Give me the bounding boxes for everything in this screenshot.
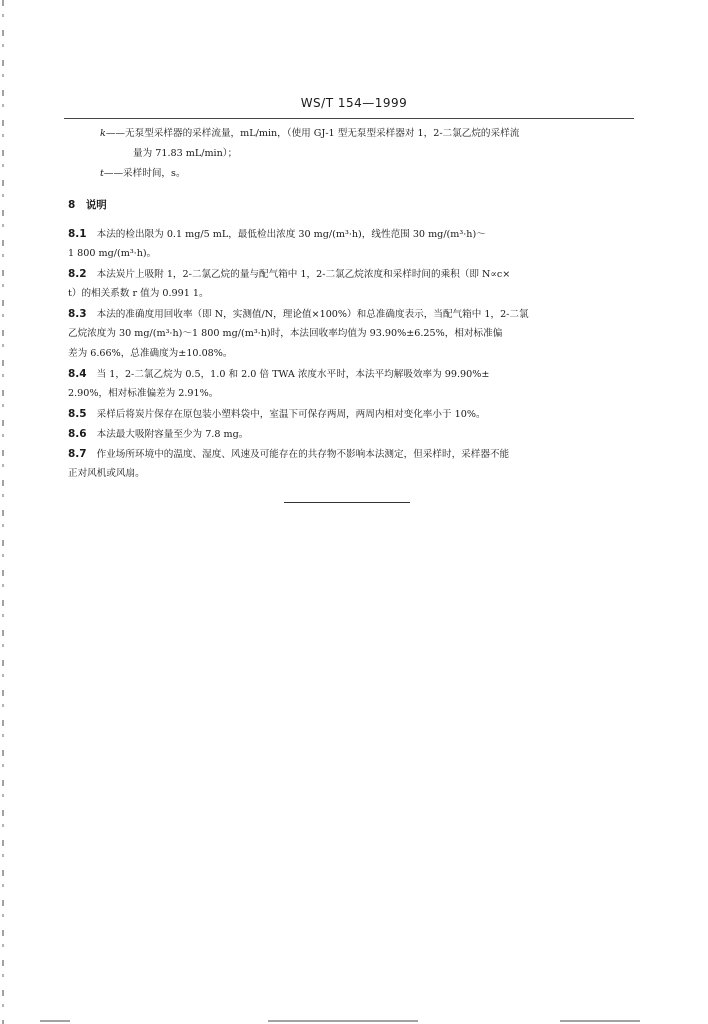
item-number: 8.7 (68, 448, 87, 460)
item-text: 本法炭片上吸附 1，2-二氯乙烷的量与配气箱中 1，2-二氯乙烷浓度和采样时间的乘积（即 N∝c× (96, 269, 511, 280)
definition-text: ——无泵型采样器的采样流量，mL/min，（使用 GJ-1 型无泵型采样器对 1，2-二氯乙烷的采样流 (105, 128, 520, 139)
definition-text: ——采样时间，s。 (103, 168, 186, 179)
scan-bottom-artifact (268, 1020, 418, 1022)
item-number: 8.3 (68, 308, 87, 320)
item-8-1 (68, 224, 486, 245)
item-8-7 (68, 444, 509, 465)
end-of-standard-rule (284, 502, 410, 503)
item-8-5 (68, 404, 486, 425)
definition-symbol: k (100, 128, 106, 139)
definition-symbol: t (100, 168, 104, 179)
header-rule (64, 118, 634, 119)
definition-t (100, 164, 186, 184)
scan-bottom-artifact (40, 1020, 70, 1022)
item-number: 8.1 (68, 228, 87, 240)
item-text: 当 1，2-二氯乙烷为 0.5，1.0 和 2.0 倍 TWA 浓度水平时，本法平均解吸效率为 99.90%± (96, 369, 490, 380)
item-8-3-continued-2: 差为 6.66%，总准确度为±10.08%。 (68, 348, 233, 359)
item-text: 作业场所环境中的温度、湿度、风速及可能存在的共存物不影响本法测定，但采样时，采样器不能 (96, 449, 510, 460)
item-number: 8.4 (68, 368, 87, 380)
definition-k (100, 124, 519, 144)
item-number: 8.6 (68, 428, 87, 440)
item-text: 采样后将炭片保存在原包装小塑料袋中，室温下可保存两周，两周内相对变化率小于 10%。 (96, 409, 486, 420)
item-8-1-continued: 1 800 mg/(m³·h)。 (68, 248, 157, 259)
item-text: 本法的准确度用回收率（即 N，实测值/N，理论值×100%）和总准确度表示，当配气箱中 1，2-二氯 (96, 309, 529, 320)
item-8-4-continued: 2.90%，相对标准偏差为 2.91%。 (68, 388, 219, 399)
item-8-2-continued: t）的相关系数 r 值为 0.991 1。 (68, 288, 209, 299)
item-8-3-continued-1: 乙烷浓度为 30 mg/(m³·h)～1 800 mg/(m³·h)时，本法回收率均值为 93.90%±6.25%，相对标准偏 (68, 328, 503, 339)
item-text: 本法的检出限为 0.1 mg/5 mL，最低检出浓度 30 mg/(m³·h)，线性范围 30 mg/(m³·h)～ (96, 229, 486, 240)
page-header-code: WS/T 154—1999 (300, 96, 408, 110)
section-title: 说明 (85, 199, 107, 211)
item-8-4 (68, 364, 489, 385)
item-8-3 (68, 304, 529, 325)
section-number: 8 (68, 199, 76, 211)
item-8-2 (68, 264, 510, 285)
item-text: 本法最大吸附容量至少为 7.8 mg。 (96, 429, 249, 440)
item-8-6 (68, 424, 248, 445)
item-number: 8.5 (68, 408, 87, 420)
scan-edge-artifact (2, 0, 4, 1024)
scan-bottom-artifact (560, 1020, 640, 1022)
definition-k-continued: 量为 71.83 mL/min）； (133, 148, 238, 159)
item-8-7-continued: 正对风机或风扇。 (68, 468, 145, 479)
section-heading (68, 197, 107, 212)
item-number: 8.2 (68, 268, 87, 280)
